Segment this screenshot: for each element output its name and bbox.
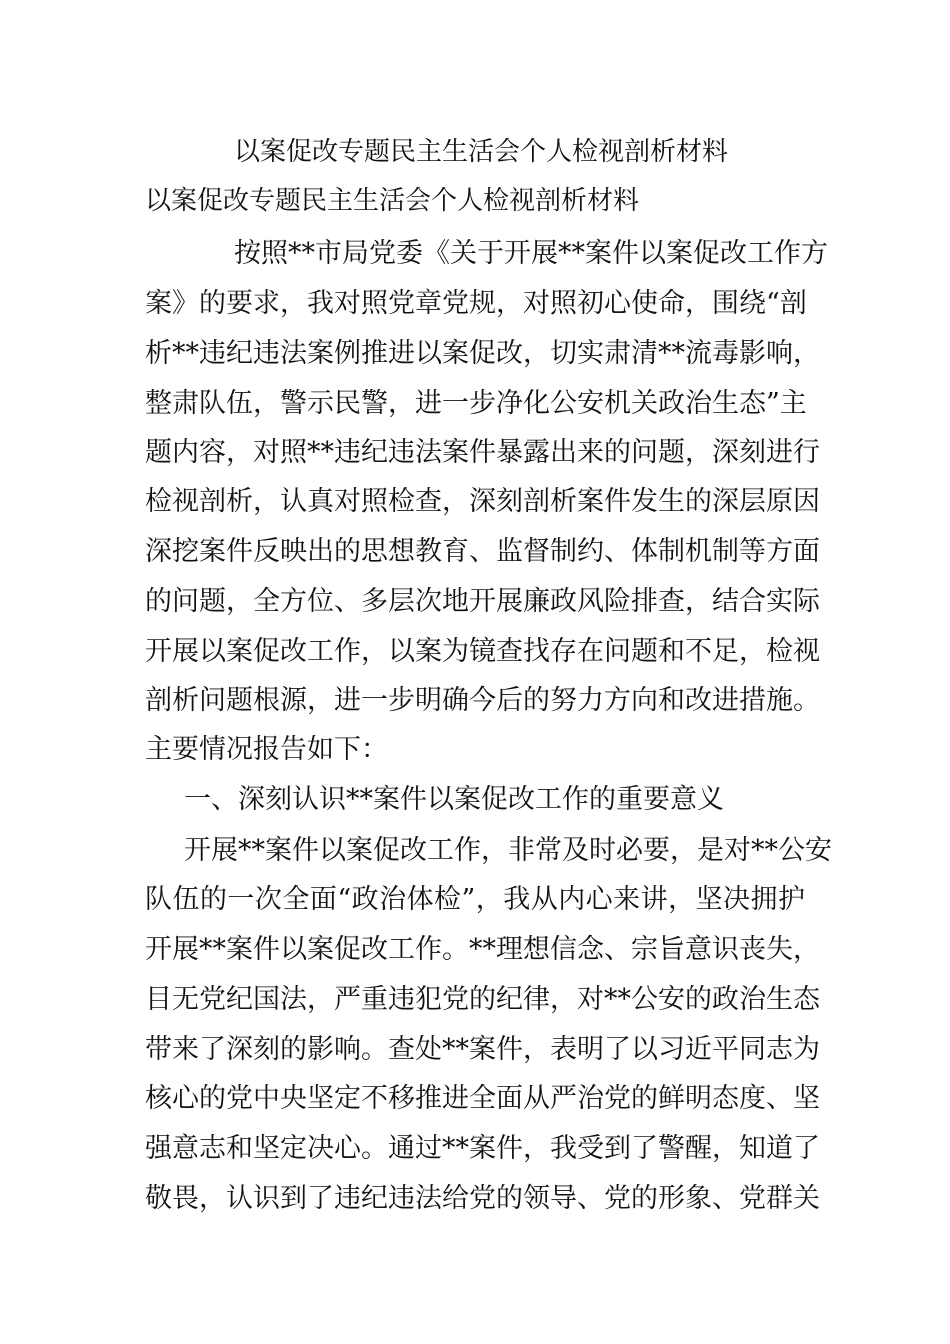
paragraph-line: 主要情况报告如下：	[145, 734, 388, 765]
document-title: 以案促改专题民主生活会个人检视剖析材料	[234, 137, 729, 167]
paragraph-line: 开展**案件以案促改工作。**理想信念、宗旨意识丧失，	[145, 934, 820, 965]
paragraph-line: 强意志和坚定决心。通过**案件，我受到了警醒，知道了	[145, 1133, 820, 1164]
paragraph-line: 敬畏，认识到了违纪违法给党的领导、党的形象、党群关	[145, 1183, 820, 1214]
paragraph-line: 开展以案促改工作，以案为镜查找存在问题和不足，检视	[145, 636, 820, 667]
section-heading: 一、深刻认识**案件以案促改工作的重要意义	[184, 784, 724, 815]
paragraph-line: 案》的要求，我对照党章党规，对照初心使命，围绕“剖	[145, 288, 807, 319]
paragraph-line: 剖析问题根源，进一步明确今后的努力方向和改进措施。	[145, 685, 820, 716]
paragraph-line: 深挖案件反映出的思想教育、监督制约、体制机制等方面	[145, 536, 820, 567]
paragraph-line: 开展**案件以案促改工作，非常及时必要，是对**公安	[184, 835, 832, 866]
document-subtitle: 以案促改专题民主生活会个人检视剖析材料	[145, 186, 640, 216]
paragraph-line: 按照**市局党委《关于开展**案件以案促改工作方	[234, 238, 828, 269]
paragraph-line: 带来了深刻的影响。查处**案件，表明了以习近平同志为	[145, 1034, 820, 1065]
paragraph-line: 目无党纪国法，严重违犯党的纪律，对**公安的政治生态	[145, 984, 820, 1015]
paragraph-line: 析**违纪违法案例推进以案促改，切实肃清**流毒影响，	[145, 338, 820, 369]
paragraph-line: 队伍的一次全面“政治体检”，我从内心来讲，坚决拥护	[145, 884, 805, 915]
paragraph-line: 的问题，全方位、多层次地开展廉政风险排查，结合实际	[145, 586, 820, 617]
paragraph-line: 核心的党中央坚定不移推进全面从严治党的鲜明态度、坚	[145, 1083, 820, 1114]
paragraph-line: 题内容，对照**违纪违法案件暴露出来的问题，深刻进行	[145, 437, 820, 468]
paragraph-line: 检视剖析，认真对照检查，深刻剖析案件发生的深层原因	[145, 486, 820, 517]
paragraph-line: 整肃队伍，警示民警，进一步净化公安机关政治生态”主	[145, 388, 807, 419]
